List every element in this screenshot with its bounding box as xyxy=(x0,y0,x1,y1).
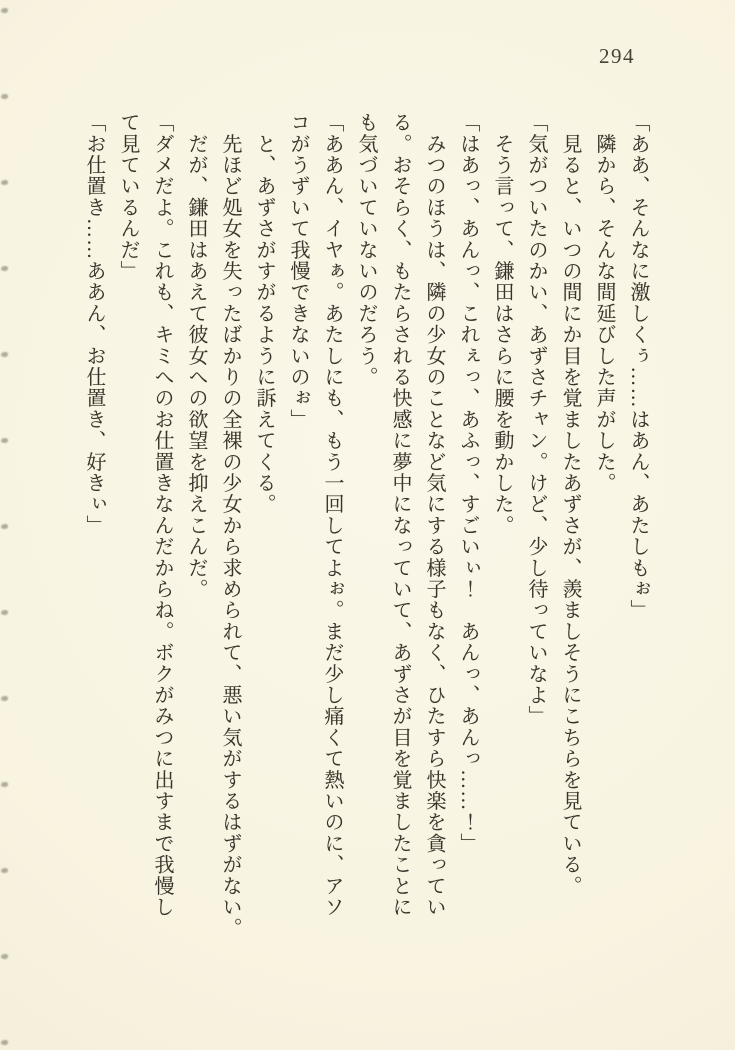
text-line: 「はあっ、あんっ、これぇっ、あふっ、すごいぃ！ あんっ、あんっ……！」 xyxy=(457,112,479,854)
binding-mark xyxy=(1,954,8,959)
text-line: 「気がついたのかい、あずさチャン。けど、少し待っていなよ」 xyxy=(525,112,547,727)
binding-mark xyxy=(1,352,8,357)
binding-mark xyxy=(1,94,8,99)
binding-mark xyxy=(1,696,8,701)
text-line: 見ると、いつの間にか目を覚ましたあずさが、羨ましそうにこちらを見ている。 xyxy=(559,112,581,897)
binding-mark xyxy=(1,266,8,271)
text-line: 「ああ、そんなに激しくぅ……はあん、あたしもぉ」 xyxy=(627,112,649,621)
binding-marks xyxy=(0,0,14,1050)
binding-mark xyxy=(1,868,8,873)
binding-mark xyxy=(1,782,8,787)
binding-mark xyxy=(1,1040,8,1045)
text-line: 「ダメだよ。これも、キミへのお仕置きなんだからね。ボクがみつに出すまで我慢し xyxy=(151,112,173,918)
text-line: 先ほど処女を失ったばかりの全裸の少女から求められて、悪い気がするはずがない。 xyxy=(219,112,241,939)
text-line: 「お仕置き……ああん、お仕置き、好きぃ」 xyxy=(83,112,105,536)
binding-mark xyxy=(1,524,8,529)
text-line: も気づいていないのだろう。 xyxy=(355,112,377,388)
text-line: 「ああん、イヤぁ。あたしにも、もう一回してよぉ。まだ少し痛くて熱いのに、アソ xyxy=(321,112,343,918)
text-line: だが、鎌田はあえて彼女への欲望を抑えこんだ。 xyxy=(185,112,207,600)
binding-mark xyxy=(1,438,8,443)
text-line: 隣から、そんな間延びした声がした。 xyxy=(593,112,615,494)
text-block xyxy=(77,112,655,977)
text-line: て見ているんだ」 xyxy=(117,112,139,282)
text-line: みつのほうは、隣の少女のことなど気にする様子もなく、ひたすら快楽を貪ってい xyxy=(423,112,445,918)
text-line: コがうずいて我慢できないのぉ」 xyxy=(287,112,309,430)
text-line: そう言って、鎌田はさらに腰を動かした。 xyxy=(491,112,513,536)
binding-mark xyxy=(1,610,8,615)
page-number: 294 xyxy=(599,44,635,68)
binding-mark xyxy=(1,180,8,185)
binding-mark xyxy=(1,8,8,13)
text-line: と、あずさがすがるように訴えてくる。 xyxy=(253,112,275,515)
text-line: る。おそらく、もたらされる快感に夢中になっていて、あずさが目を覚ましたことに xyxy=(389,112,411,918)
